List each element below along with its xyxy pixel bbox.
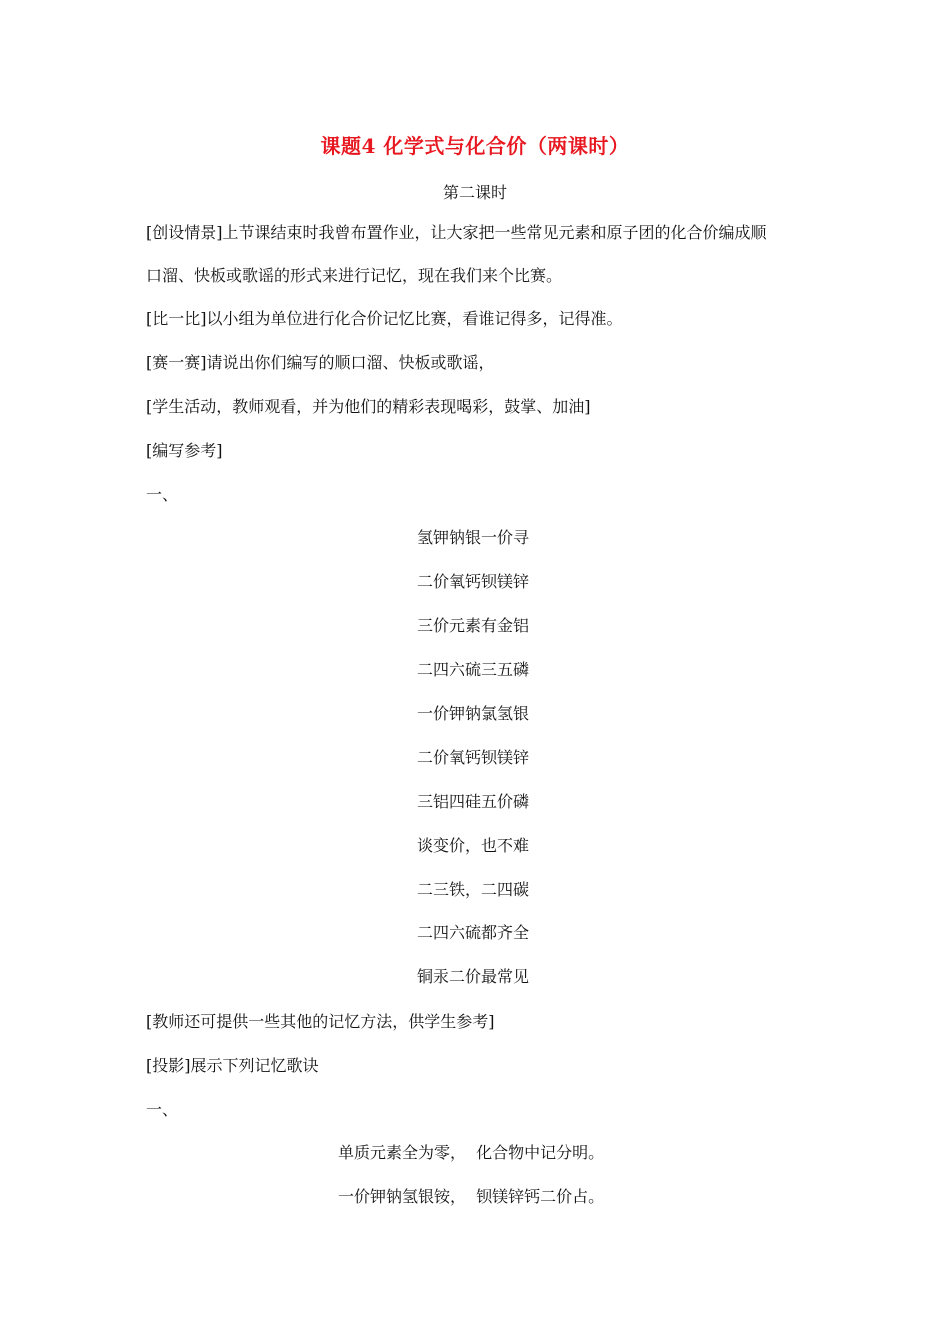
- verse-line: 氢钾钠银一价寻: [417, 528, 530, 547]
- verse-line: 铜汞二价最常见: [417, 967, 530, 986]
- paragraph-compare: [比一比]以小组为单位进行化合价记忆比赛，看谁记得多，记得准。: [146, 309, 623, 328]
- verse-line: 二价氧钙钡镁锌: [417, 748, 530, 767]
- paragraph-section-one-b: 一、: [146, 1100, 179, 1119]
- document-title: 课题4 化学式与化合价（两课时）: [320, 134, 630, 158]
- verse-line: 一价钾钠氯氢银: [417, 704, 530, 723]
- paragraph-contest: [赛一赛]请说出你们编写的顺口溜、快板或歌谣，: [146, 353, 495, 372]
- paragraph-section-one: 一、: [146, 485, 179, 504]
- verse-line: 二价氧钙钡镁锌: [417, 572, 530, 591]
- couplet-line: 单质元素全为零， 化合物中记分明。: [338, 1143, 605, 1162]
- paragraph-teacher-methods: [教师还可提供一些其他的记忆方法，供学生参考]: [146, 1012, 495, 1031]
- paragraph-projection: [投影]展示下列记忆歌诀: [146, 1056, 319, 1075]
- verse-line: 二四六硫都齐全: [417, 923, 530, 942]
- paragraph-scenario-line2: 口溜、快板或歌谣的形式来进行记忆，现在我们来个比赛。: [146, 266, 563, 285]
- paragraph-reference-heading: [编写参考]: [146, 441, 223, 460]
- document-subtitle: 第二课时: [442, 183, 507, 202]
- verse-line: 二三铁，二四碳: [417, 880, 530, 899]
- verse-line: 三价元素有金铝: [417, 616, 530, 635]
- paragraph-student-activity: [学生活动，教师观看，并为他们的精彩表现喝彩，鼓掌、加油]: [146, 397, 591, 416]
- verse-line: 三铝四硅五价磷: [417, 792, 530, 811]
- couplet-line: 一价钾钠氢银铵， 钡镁锌钙二价占。: [338, 1187, 605, 1206]
- verse-line: 二四六硫三五磷: [417, 660, 530, 679]
- paragraph-scenario-line1: [创设情景]上节课结束时我曾布置作业，让大家把一些常见元素和原子团的化合价编成顺: [146, 223, 767, 242]
- verse-line: 谈变价，也不难: [417, 836, 530, 855]
